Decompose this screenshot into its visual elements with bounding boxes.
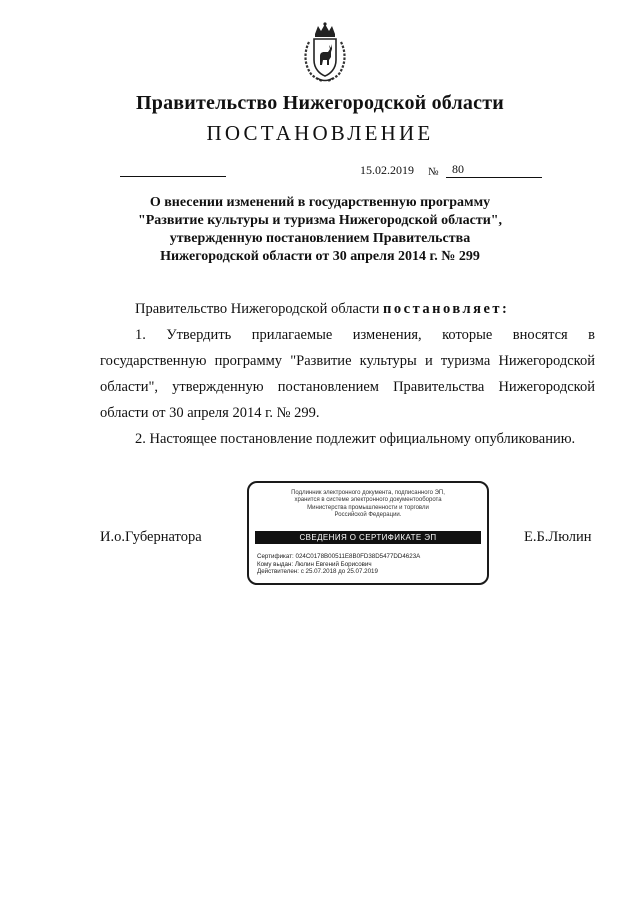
resolution-intro — [100, 296, 595, 322]
government-title: Правительство Нижегородской области — [136, 92, 504, 114]
document-number: 80 — [446, 162, 542, 178]
issued-to-row — [257, 561, 420, 569]
certificate-value: 024C0178B00511E8B0FD38D5477DD4623A — [295, 553, 421, 560]
issued-to-label: Кому выдан: — [257, 560, 294, 568]
intro-verb: постановляет: — [383, 301, 510, 317]
certificate-label: Сертификат: — [257, 553, 294, 560]
valid-label: Действителен: — [257, 568, 299, 576]
resolution-item-1: 1. Утвердить прилагаемые изменения, которые вносятся в государственную программу "Развитие культуры и туризма Нижегородской области", утвержденную постановлением Правительства Нижегородской области от 30 апреля 2014 г. № 299. — [100, 327, 595, 421]
document-subject — [100, 194, 540, 266]
resolution-item-2: 2. Настоящее постановление подлежит официальному опубликованию. — [135, 431, 576, 447]
stamp-notice-line: Российской Федерации. — [334, 512, 402, 519]
number-sign: № — [428, 166, 439, 178]
stamp-certificate-details — [257, 553, 420, 576]
subject-line: утвержденную постановлением Правительства — [169, 231, 471, 246]
certificate-row — [257, 553, 420, 561]
stamp-notice — [249, 490, 487, 520]
document-date: 15.02.2019 — [360, 163, 414, 177]
subject-line: О внесении изменений в государственную программу — [149, 195, 491, 210]
intro-prefix: Правительство Нижегородской области — [135, 301, 384, 317]
signer-name: Е.Б.Люлин — [524, 529, 592, 545]
valid-row — [257, 568, 420, 576]
blank-date-line — [120, 176, 226, 177]
issued-to-value: Люлин Евгений Борисович — [294, 560, 372, 568]
stamp-notice-line: Министерства промышленности и торговли — [307, 504, 429, 511]
coat-of-arms-icon — [301, 22, 349, 84]
valid-value: с 25.07.2018 до 25.07.2019 — [300, 568, 378, 576]
electronic-signature-stamp — [247, 481, 489, 585]
stamp-notice-line: Подлинник электронного документа, подписанного ЭП, — [291, 490, 445, 496]
subject-line: "Развитие культуры и туризма Нижегородской области", — [137, 213, 503, 228]
document-type: ПОСТАНОВЛЕНИЕ — [206, 121, 434, 145]
stamp-notice-line: хранится в системе электронного документооборота — [294, 497, 442, 504]
subject-line: Нижегородской области от 30 апреля 2014 г. № 299 — [160, 249, 480, 264]
signer-title: И.о.Губернатора — [100, 529, 202, 545]
stamp-certificate-header: СВЕДЕНИЯ О СЕРТИФИКАТЕ ЭП — [255, 531, 481, 544]
